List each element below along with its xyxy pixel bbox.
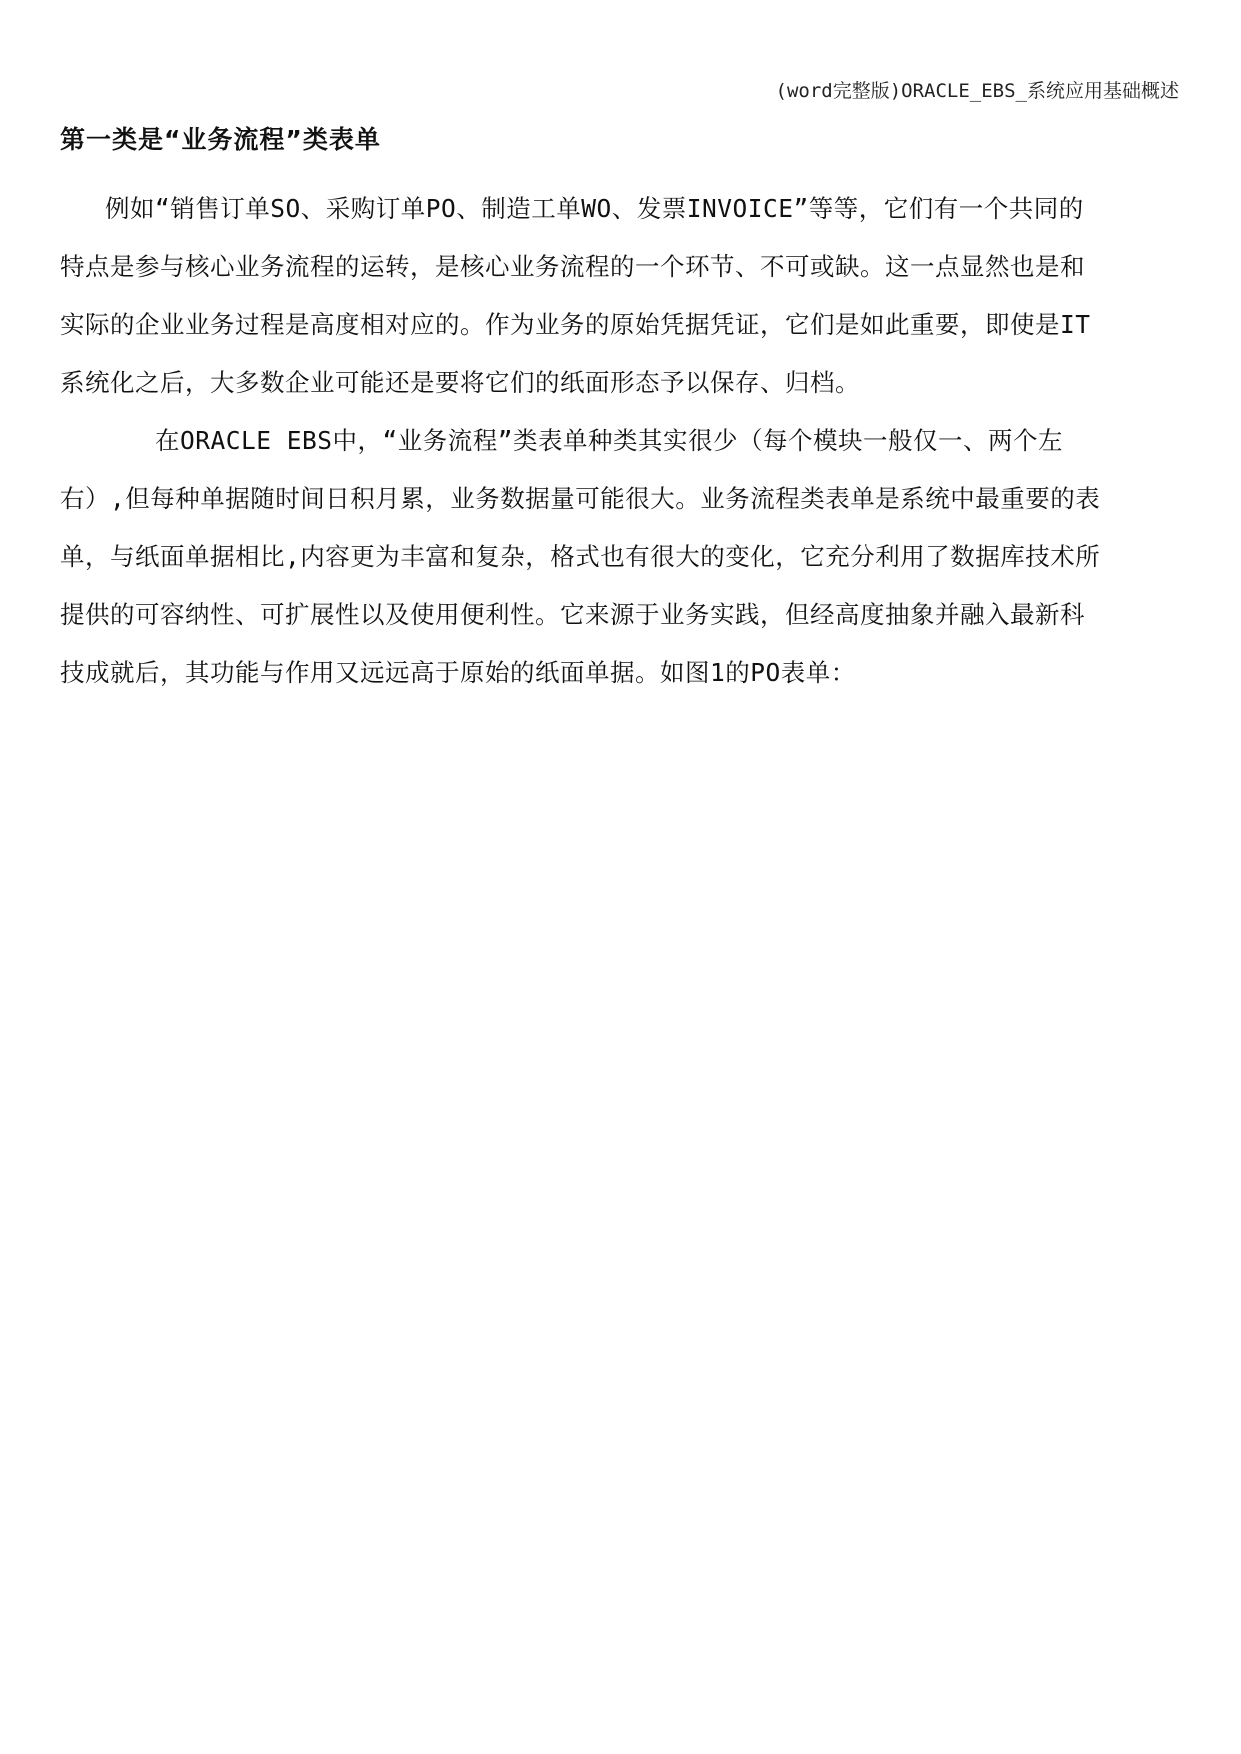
paragraph-line: 系统化之后，大多数企业可能还是要将它们的纸面形态予以保存、归档。	[60, 368, 860, 397]
section-heading: 第一类是“业务流程”类表单	[60, 125, 381, 154]
paragraph-line: 特点是参与核心业务流程的运转，是核心业务流程的一个环节、不可或缺。这一点显然也是和	[60, 252, 1085, 281]
paragraph-line: 提供的可容纳性、可扩展性以及使用便利性。它来源于业务实践，但经高度抽象并融入最新科	[60, 600, 1085, 629]
paragraph-line: 技成就后，其功能与作用又远远高于原始的纸面单据。如图1的PO表单：	[60, 658, 856, 687]
paragraph-line: 单，与纸面单据相比,内容更为丰富和复杂，格式也有很大的变化，它充分利用了数据库技术所	[60, 542, 1101, 571]
page-header: (word完整版)ORACLE_EBS_系统应用基础概述	[775, 80, 1179, 102]
paragraph-line: 在ORACLE EBS中，“业务流程”类表单种类其实很少（每个模块一般仅一、两个左	[155, 426, 1063, 455]
paragraph-line: 例如“销售订单SO、采购订单PO、制造工单WO、发票INVOICE”等等，它们有一个共同的	[105, 194, 1084, 223]
paragraph-line: 右）,但每种单据随时间日积月累，业务数据量可能很大。业务流程类表单是系统中最重要的表	[60, 484, 1101, 513]
paragraph-line: 实际的企业业务过程是高度相对应的。作为业务的原始凭据凭证，它们是如此重要，即使是IT	[60, 310, 1091, 339]
